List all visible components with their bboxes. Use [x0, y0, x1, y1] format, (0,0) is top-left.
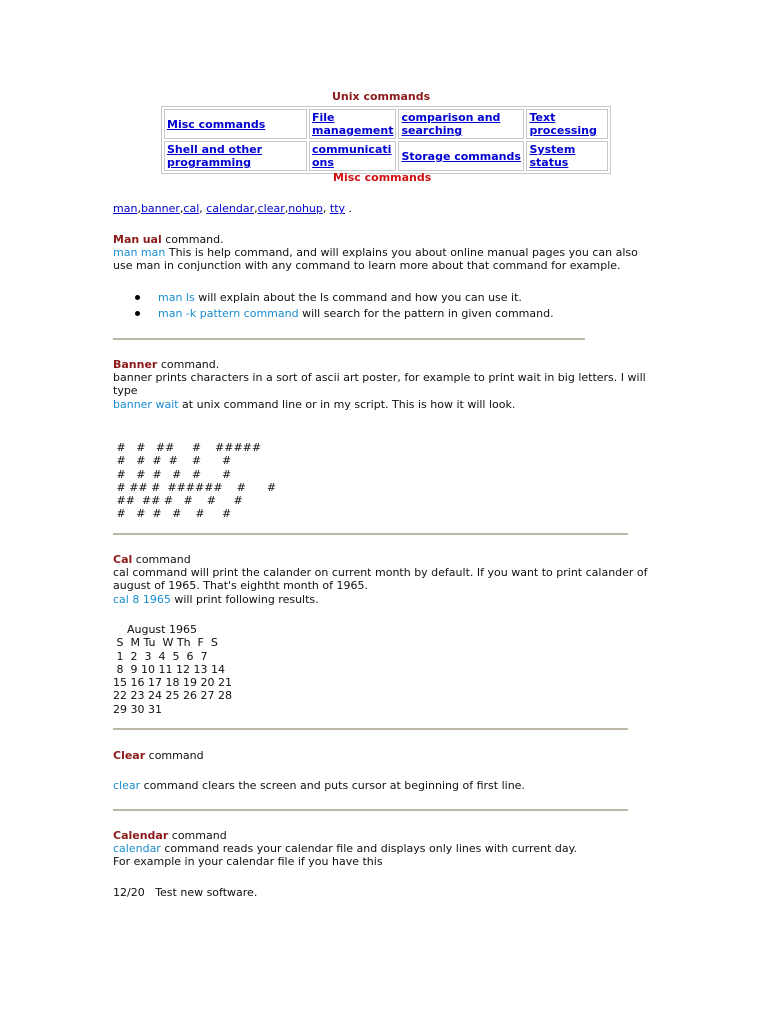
- nav-table: [161, 106, 611, 174]
- link-cal[interactable]: cal: [183, 202, 200, 215]
- calendar-heading: [113, 829, 227, 842]
- divider: [113, 809, 628, 811]
- calendar-sample-line: 12/20 Test new software.: [113, 886, 258, 899]
- cal-output: August 1965 S M Tu W Th F S 1 2 3 4 5 6 7 8 9 10 11 12 13 14 15 16 17 18 19 20 21 22 23 24 25 26 27 28 29 30 31: [113, 623, 232, 716]
- nav-system-status[interactable]: System status: [529, 143, 576, 169]
- calendar-heading-title: Calendar: [113, 829, 169, 842]
- calendar-heading-rest: command: [168, 829, 227, 842]
- divider: [113, 728, 628, 730]
- cal-example-line: [113, 593, 319, 606]
- banner-heading-rest: command.: [157, 358, 220, 371]
- man-example: man man: [113, 246, 166, 259]
- cal-example-rest: will print following results.: [170, 593, 319, 606]
- divider: [113, 533, 628, 535]
- man-bullet-list: [131, 290, 554, 322]
- man-heading-rest: command.: [161, 233, 224, 246]
- cal-heading-rest: command: [132, 553, 191, 566]
- banner-description: banner prints characters in a sort of ascii art poster, for example to print wait in big letters. I will type: [113, 371, 646, 397]
- nav-communications[interactable]: communications: [312, 143, 392, 169]
- banner-heading: [113, 358, 219, 371]
- link-banner[interactable]: banner: [140, 202, 180, 215]
- link-tty[interactable]: tty: [329, 202, 346, 215]
- cal-heading-title: Cal: [113, 553, 133, 566]
- nav-comparison-searching[interactable]: comparison and searching: [401, 111, 501, 137]
- banner-ascii-art: # # ## # ##### # # # # # # # # # # # # # ## # ###### # # ## ## # # # # # # # # # #: [116, 441, 277, 521]
- calendar-description: [113, 842, 577, 855]
- nav-shell-programming[interactable]: Shell and other programming: [167, 143, 263, 169]
- list-item: [131, 306, 554, 322]
- bullet-text: will explain about the ls command and how you can use it.: [194, 291, 522, 304]
- clear-heading: [113, 749, 204, 762]
- banner-example-line: [113, 398, 515, 411]
- list-item: [131, 290, 554, 306]
- nav-misc-commands[interactable]: Misc commands: [167, 117, 266, 131]
- clear-heading-rest: command: [145, 749, 204, 762]
- section-heading: Misc commands: [333, 171, 432, 184]
- command-links: man,banner,cal, calendar,clear,nohup, tty .: [113, 202, 353, 215]
- man-heading-a: Man: [113, 233, 140, 246]
- nav-text-processing[interactable]: Text processing: [529, 111, 597, 137]
- clear-heading-title: Clear: [113, 749, 146, 762]
- page-title: Unix commands: [332, 90, 431, 103]
- divider: [113, 338, 585, 340]
- cal-description: cal command will print the calander on current month by default. If you want to print calander of august of 1965. That's eightht month of 1965.: [113, 566, 648, 592]
- bullet-code: man -k pattern command: [158, 307, 299, 320]
- cal-heading: [113, 553, 191, 566]
- calendar-desc: command reads your calendar file and displays only lines with current day.: [160, 842, 578, 855]
- man-heading-b: ual: [142, 233, 162, 246]
- man-heading: [113, 233, 224, 246]
- banner-example-rest: at unix command line or in my script. This is how it will look.: [178, 398, 516, 411]
- link-nohup[interactable]: nohup: [288, 202, 323, 215]
- bullet-text: will search for the pattern in given command.: [298, 307, 554, 320]
- calendar-description-2: For example in your calendar file if you have this: [113, 855, 383, 868]
- banner-heading-title: Banner: [113, 358, 158, 371]
- man-description: [113, 246, 658, 272]
- banner-example: banner wait: [113, 398, 179, 411]
- link-man[interactable]: man: [113, 202, 138, 215]
- man-desc: This is help command, and will explains you about online manual pages you can also use man in conjunction with any command to learn more about that command for example.: [113, 246, 638, 272]
- calendar-example: calendar: [113, 842, 161, 855]
- clear-description: [113, 779, 525, 792]
- nav-file-management[interactable]: File management: [312, 111, 394, 137]
- clear-desc: command clears the screen and puts cursor at beginning of first line.: [140, 779, 525, 792]
- link-calendar[interactable]: calendar: [206, 202, 255, 215]
- clear-example: clear: [113, 779, 141, 792]
- nav-storage-commands[interactable]: Storage commands: [401, 149, 521, 163]
- cal-example: cal 8 1965: [113, 593, 171, 606]
- link-clear[interactable]: clear: [257, 202, 285, 215]
- bullet-code: man ls: [158, 291, 195, 304]
